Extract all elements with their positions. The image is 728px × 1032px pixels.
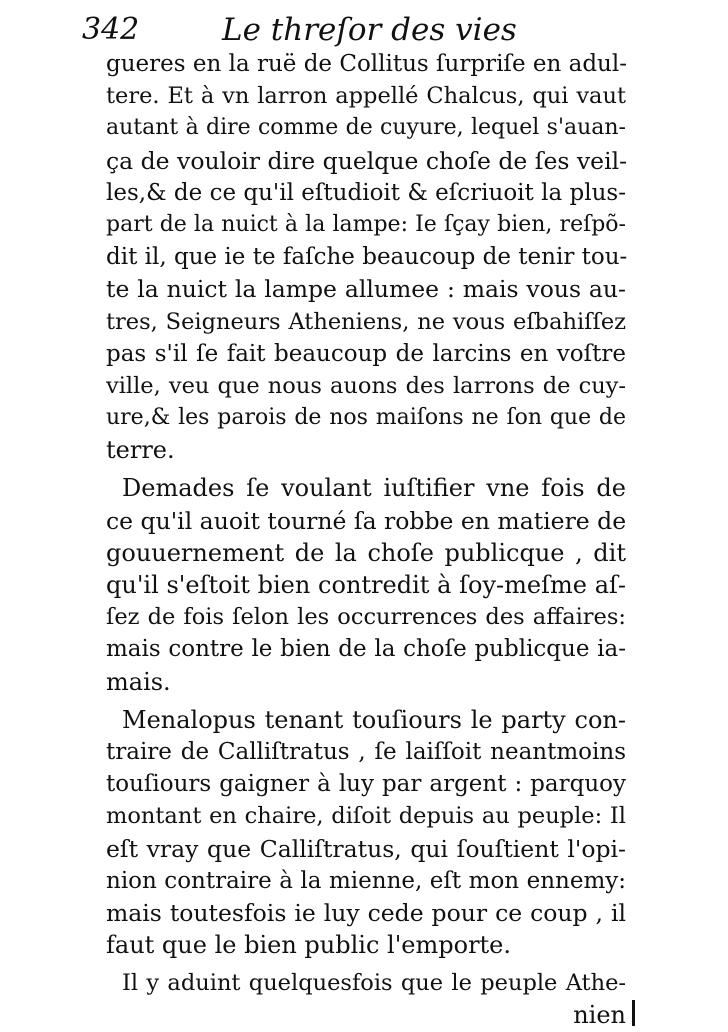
- text-line: les,& de ce qu'il eſtudioit & eſcriuoit la plus-: [106, 179, 626, 206]
- text-line: ce qu'il auoit tourné ſa robbe en matiere de: [106, 506, 627, 535]
- text-line: ville, veu que nous auons des larrons de cuy-: [106, 372, 626, 399]
- text-line: gouuernement de la choſe publicque , dit: [106, 538, 626, 567]
- text-line: pas s'il ſe fait beaucoup de larcins en voſtre: [106, 340, 626, 367]
- paragraph-3: [106, 704, 626, 962]
- text-line: touſiours gaigner à luy par argent : parquoy: [106, 771, 626, 798]
- paragraph-4: [106, 967, 626, 999]
- text-line: dit il, que ie te faſche beaucoup de tenir tou-: [106, 244, 628, 271]
- text-line: tres, Seigneurs Atheniens, ne vous eſbahiſſez: [106, 308, 626, 335]
- catchword: nien: [573, 1001, 626, 1030]
- text-line: eſt vray que Calliſtratus, qui ſouſtient l'opi-: [106, 834, 626, 863]
- text-line: montant en chaire, diſoit depuis au peuple: Il: [106, 803, 626, 830]
- text-line: faut que le bien public l'emporte.: [106, 931, 512, 960]
- text-line: mais contre le bien de la choſe publicque ia-: [106, 636, 626, 663]
- text-line: terre.: [106, 436, 175, 465]
- text-line: mais.: [106, 667, 171, 696]
- paragraph-2: [106, 472, 626, 697]
- text-line: ure,& les parois de nos maiſons ne ſon que de: [106, 405, 626, 431]
- text-line: qu'il s'eſtoit bien contredit à ſoy-meſme aſ-: [106, 571, 626, 599]
- text-line: part de la nuict à la lampe: Ie ſçay bien, reſpõ-: [106, 211, 626, 237]
- paragraph-1: [106, 48, 626, 466]
- text-line: ça de vouloir dire quelque choſe de ſes veil-: [106, 146, 628, 175]
- text-line: mais toutesfois ie luy cede pour ce coup , il: [106, 898, 626, 927]
- running-title: Le threſor des vies: [222, 12, 517, 48]
- text-line: te la nuict la lampe allumee : mais vous au-: [106, 275, 626, 304]
- margin-mark: [632, 1000, 635, 1026]
- text-line: nion contraire à la mienne, eſt mon ennemy:: [106, 867, 626, 894]
- text-line: tere. Et à vn larron appellé Chalcus, qui vaut: [106, 83, 626, 110]
- text-line: ſez de fois ſelon les occurrences des affaires:: [106, 604, 626, 631]
- text-line: Menalopus tenant touſiours le party con-: [122, 705, 626, 734]
- body-text: [106, 48, 626, 1032]
- page-header: [82, 6, 642, 52]
- text-line: Il y aduint quelquesfois que le peuple Athe-: [122, 970, 626, 997]
- text-line: gueres en la ruë de Collitus ſurpriſe en adul-: [106, 51, 627, 77]
- text-line: autant à dire comme de cuyure, lequel s'auan-: [106, 115, 626, 141]
- text-line: Demades ſe voulant iuſtifier vne fois de: [122, 474, 626, 503]
- page-number: 342: [82, 12, 140, 47]
- text-line: traire de Calliſtratus , ſe laiſſoit neantmoins: [106, 738, 626, 765]
